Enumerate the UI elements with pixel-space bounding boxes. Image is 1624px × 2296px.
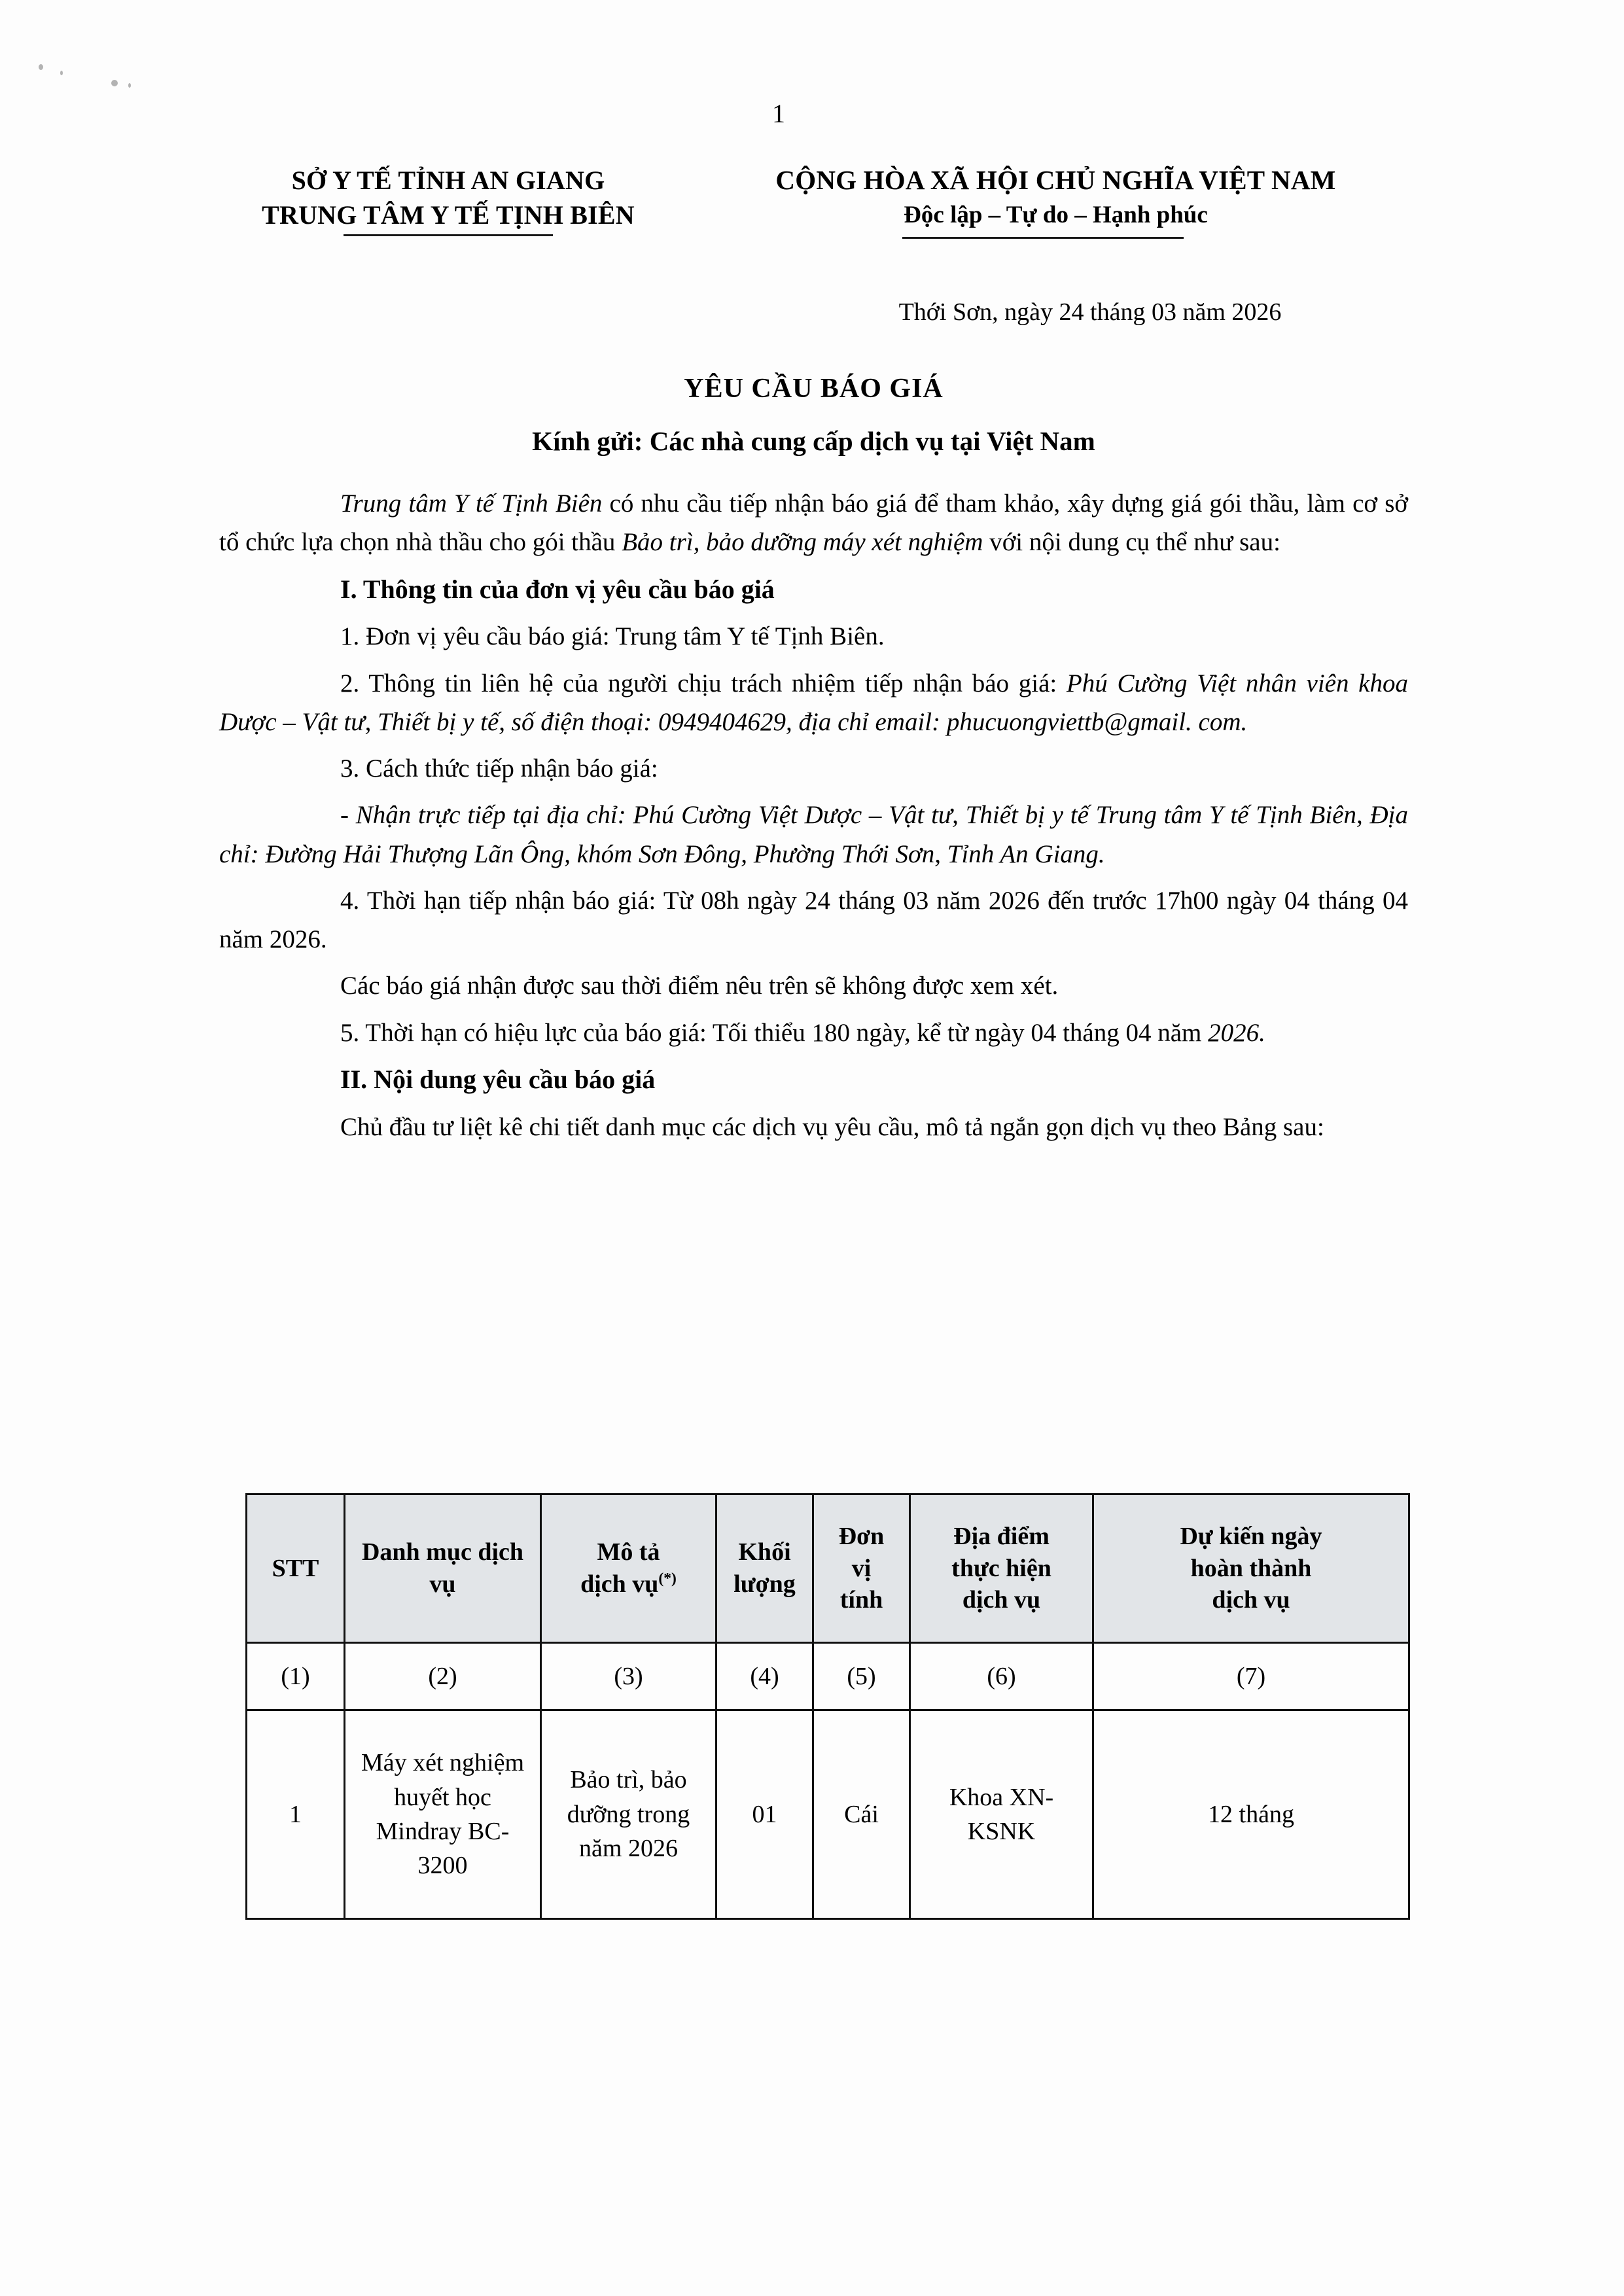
scan-speck — [60, 71, 63, 75]
th-unit — [813, 1494, 910, 1643]
spacer — [219, 875, 1408, 881]
spacer — [219, 961, 1408, 966]
cell-quantity: 01 — [716, 1710, 813, 1919]
country-name: CỘNG HÒA XÃ HỘI CHỦ NGHĨA VIỆT NAM — [775, 165, 1336, 195]
service-table-wrapper — [245, 1493, 1408, 1920]
issuing-organization — [219, 164, 677, 232]
item-2-label: 2. Thông tin liên hệ của người chịu trách nhiệm tiếp nhận báo giá: — [340, 669, 1057, 698]
section-1-item-4: 4. Thời hạn tiếp nhận báo giá: Từ 08h ngày 24 tháng 03 năm 2026 đến trước 17h00 ngày 04 tháng 04 năm 2026. — [219, 886, 1408, 954]
scan-speck — [128, 83, 131, 88]
cell-stt: 1 — [247, 1710, 345, 1919]
spacer — [219, 1008, 1408, 1014]
cell-location: Khoa XN-KSNK — [910, 1710, 1093, 1919]
intro-subject: Trung tâm Y tế Tịnh Biên — [340, 489, 603, 518]
spacer — [219, 790, 1408, 796]
header-underline-left — [344, 234, 553, 236]
th-location — [910, 1494, 1093, 1643]
header-underline-right — [902, 237, 1184, 239]
th-description-line1: Mô tả — [597, 1538, 660, 1566]
table-header-row — [247, 1494, 1409, 1643]
th-due-line3: dịch vụ — [1212, 1586, 1290, 1614]
intro-paragraph — [219, 484, 1408, 562]
th-unit-line1: Đơn — [838, 1523, 885, 1551]
organization-department: SỞ Y TẾ TỈNH AN GIANG — [291, 166, 605, 195]
th-due-line2: hoàn thành — [1190, 1554, 1312, 1582]
th-service-name-label: Danh mục dịch vụ — [361, 1538, 524, 1598]
spacer — [219, 1054, 1408, 1060]
table-head — [247, 1494, 1409, 1643]
intro-package-name: Bảo trì, bảo dưỡng máy xét nghiệm — [622, 528, 983, 557]
col-num-7: (7) — [1093, 1643, 1409, 1710]
cell-unit: Cái — [813, 1710, 910, 1919]
national-motto: Độc lập – Tự do – Hạnh phúc — [904, 202, 1208, 229]
item-2-contact-value: Phú Cường Việt nhân viên khoa Dược – Vật tư, Thiết bị y tế, số điện thoại: 0949404629, địa chỉ email: phucuongviettb@gmail. com. — [219, 669, 1408, 736]
cell-service-name: Máy xét nghiệm huyết học Mindray BC-3200 — [345, 1710, 541, 1919]
cell-due-date: 12 tháng — [1093, 1710, 1409, 1919]
national-heading — [677, 164, 1408, 231]
col-num-6: (6) — [910, 1643, 1093, 1710]
spacer — [219, 658, 1408, 664]
section-1-item-2 — [219, 664, 1408, 742]
spacer — [219, 743, 1408, 749]
document-title: YÊU CẦU BÁO GIÁ — [684, 374, 944, 404]
salutation: Kính gửi: Các nhà cung cấp dịch vụ tại Việt Nam — [532, 426, 1095, 456]
th-due-date — [1093, 1494, 1409, 1643]
intro-text-2: với nội dung cụ thể như sau: — [983, 528, 1280, 557]
scan-speck — [111, 80, 118, 86]
th-unit-line2: vị — [851, 1554, 872, 1582]
spacer — [219, 611, 1408, 617]
service-table — [245, 1493, 1410, 1920]
item-5-text: 5. Thời hạn có hiệu lực của báo giá: Tối thiểu 180 ngày, kể từ ngày 04 tháng 04 năm — [340, 1018, 1209, 1047]
th-quantity-line1: Khối — [738, 1538, 791, 1566]
section-1-heading: I. Thông tin của đơn vị yêu cầu báo giá — [340, 574, 775, 604]
section-1-item-5 — [219, 1014, 1408, 1052]
th-stt: STT — [247, 1494, 345, 1643]
organization-center: TRUNG TÂM Y TẾ TỊNH BIÊN — [262, 200, 635, 230]
col-num-2: (2) — [345, 1643, 541, 1710]
dateline: Thới Sơn, ngày 24 tháng 03 năm 2026 — [898, 298, 1282, 326]
col-num-3: (3) — [541, 1643, 716, 1710]
th-description — [541, 1494, 716, 1643]
spacer — [219, 1102, 1408, 1108]
th-quantity — [716, 1494, 813, 1643]
document-header — [219, 164, 1408, 232]
page-number: 1 — [772, 99, 786, 128]
col-num-1: (1) — [247, 1643, 345, 1710]
table-row — [247, 1710, 1409, 1919]
th-description-line2: dịch vụ — [580, 1570, 659, 1598]
th-unit-line3: tính — [839, 1586, 883, 1614]
th-location-line2: thực hiện — [951, 1554, 1051, 1582]
th-service-name — [345, 1494, 541, 1643]
item-5-year: 2026. — [1208, 1018, 1265, 1047]
section-1-item-3-sub: - Nhận trực tiếp tại địa chỉ: Phú Cường Việt Dược – Vật tư, Thiết bị y tế Trung tâm Y tế Tịnh Biên, Địa chỉ: Đường Hải Thượng Lãn Ông, khóm Sơn Đông, Phường Thới Sơn, Tỉnh An Giang. — [219, 801, 1408, 868]
table-column-number-row — [247, 1643, 1409, 1710]
table-body — [247, 1643, 1409, 1919]
cell-description: Bảo trì, bảo dưỡng trong năm 2026 — [541, 1710, 716, 1919]
scan-speck — [39, 64, 43, 70]
section-1-item-3: 3. Cách thức tiếp nhận báo giá: — [340, 754, 658, 783]
spacer — [219, 564, 1408, 570]
th-due-line1: Dự kiến ngày — [1180, 1523, 1322, 1551]
section-2-heading: II. Nội dung yêu cầu báo giá — [340, 1064, 656, 1094]
intro-text-1: có nhu cầu tiếp nhận báo giá để tham khảo, xây dựng giá gói thầu, làm cơ sở tổ chức lựa chọn nhà thầu cho gói thầu — [219, 489, 1408, 557]
section-2-paragraph: Chủ đầu tư liệt kê chi tiết danh mục các dịch vụ yêu cầu, mô tả ngắn gọn dịch vụ theo Bảng sau: — [340, 1112, 1324, 1141]
section-1-item-1: 1. Đơn vị yêu cầu báo giá: Trung tâm Y tế Tịnh Biên. — [340, 622, 885, 651]
th-location-line1: Địa điểm — [953, 1523, 1050, 1551]
col-num-5: (5) — [813, 1643, 910, 1710]
th-quantity-line2: lượng — [733, 1570, 796, 1598]
col-num-4: (4) — [716, 1643, 813, 1710]
th-location-line3: dịch vụ — [962, 1586, 1041, 1614]
document-body — [219, 484, 1408, 1148]
section-1-item-4-note: Các báo giá nhận được sau thời điểm nêu trên sẽ không được xem xét. — [340, 972, 1059, 1000]
th-description-footnote-mark: (*) — [658, 1570, 677, 1587]
